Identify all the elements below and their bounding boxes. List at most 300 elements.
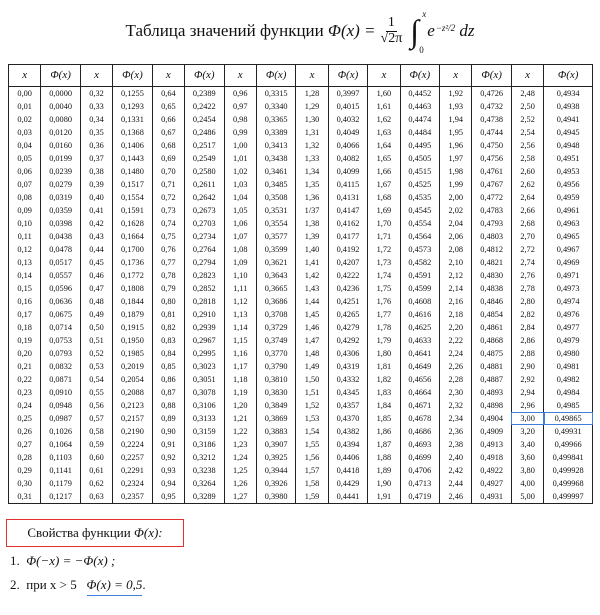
x-value-cell: 2,90 [511, 360, 543, 373]
x-value-cell: 0,89 [152, 412, 184, 425]
x-value-cell: 1,29 [296, 100, 328, 113]
x-value-cell: 1,56 [296, 451, 328, 464]
phi-value-cell: 0,4162 [328, 217, 367, 230]
table-header-row [9, 65, 593, 87]
x-value-cell: 2,84 [511, 321, 543, 334]
table-row [9, 412, 593, 425]
x-value-cell: 0,07 [9, 178, 41, 191]
fraction-denominator: √2π [380, 30, 403, 46]
phi-value-cell: 0,4756 [472, 152, 511, 165]
table-row [9, 451, 593, 464]
x-value-cell: 0,31 [9, 490, 41, 504]
phi-value-cell: 0,4887 [472, 373, 511, 386]
column-header-phi: Φ(x) [544, 65, 593, 87]
table-row [9, 217, 593, 230]
phi-value-cell: 0,3980 [256, 490, 295, 504]
x-value-cell: 1,54 [296, 425, 328, 438]
phi-value-cell: 0,1915 [113, 321, 152, 334]
x-value-cell: 1,22 [224, 425, 256, 438]
title-text: Таблица значений функции [125, 21, 324, 40]
x-value-cell: 1,59 [296, 490, 328, 504]
phi-value-cell: 0,2224 [113, 438, 152, 451]
phi-value-cell: 0,0199 [41, 152, 80, 165]
phi-value-cell: 0,4738 [472, 113, 511, 126]
x-value-cell: 2,00 [440, 191, 472, 204]
phi-value-cell: 0,0557 [41, 269, 80, 282]
x-value-cell: 1,49 [296, 360, 328, 373]
x-value-cell: 0,76 [152, 243, 184, 256]
x-value-cell: 0,71 [152, 178, 184, 191]
phi-value-cell: 0,4066 [328, 139, 367, 152]
x-value-cell: 0,69 [152, 152, 184, 165]
x-value-cell: 0,59 [80, 438, 112, 451]
phi-value-cell: 0,4904 [472, 412, 511, 425]
x-value-cell: 2,44 [440, 477, 472, 490]
x-value-cell: 0,62 [80, 477, 112, 490]
phi-value-cell: 0,1554 [113, 191, 152, 204]
phi-value-cell: 0,2517 [185, 139, 224, 152]
x-value-cell: 1,21 [224, 412, 256, 425]
phi-value-cell: 0,2852 [185, 282, 224, 295]
phi-value-cell: 0,2454 [185, 113, 224, 126]
x-value-cell: 0,05 [9, 152, 41, 165]
phi-value-cell: 0,4678 [400, 412, 439, 425]
x-value-cell: 2,70 [511, 230, 543, 243]
phi-value-cell: 0,1255 [113, 87, 152, 101]
x-value-cell: 1,13 [224, 308, 256, 321]
phi-value-cell: 0,2019 [113, 360, 152, 373]
phi-value-cell: 0,4706 [400, 464, 439, 477]
x-value-cell: 1,72 [368, 243, 400, 256]
phi-value-cell: 0,3365 [256, 113, 295, 126]
x-value-cell: 0,45 [80, 256, 112, 269]
x-value-cell: 0,15 [9, 282, 41, 295]
phi-value-cell: 0,1700 [113, 243, 152, 256]
phi-value-cell: 0,3238 [185, 464, 224, 477]
phi-value-cell: 0,4693 [400, 438, 439, 451]
phi-value-cell: 0,0793 [41, 347, 80, 360]
phi-value-cell: 0,4744 [472, 126, 511, 139]
x-value-cell: 1,70 [368, 217, 400, 230]
table-row [9, 295, 593, 308]
x-value-cell: 0,25 [9, 412, 41, 425]
x-value-cell: 0,92 [152, 451, 184, 464]
phi-value-cell: 0,4370 [328, 412, 367, 425]
x-value-cell: 1,14 [224, 321, 256, 334]
phi-value-cell: 0,499841 [544, 451, 593, 464]
phi-value-cell: 0,499997 [544, 490, 593, 504]
table-row [9, 126, 593, 139]
integral-differential: dz [459, 21, 475, 40]
x-value-cell: 1,31 [296, 126, 328, 139]
phi-value-cell: 0,2580 [185, 165, 224, 178]
x-value-cell: 1,16 [224, 347, 256, 360]
x-value-cell: 1,39 [296, 230, 328, 243]
integrand-exponent: −z²/2 [435, 23, 456, 33]
x-value-cell: 1,09 [224, 256, 256, 269]
phi-value-cell: 0,499968 [544, 477, 593, 490]
phi-value-cell: 0,3289 [185, 490, 224, 504]
phi-value-cell: 0,3554 [256, 217, 295, 230]
x-value-cell: 1,57 [296, 464, 328, 477]
phi-value-cell: 0,499928 [544, 464, 593, 477]
phi-value-cell: 0,4868 [472, 334, 511, 347]
phi-value-cell: 0,4967 [544, 243, 593, 256]
x-value-cell: 0,41 [80, 204, 112, 217]
x-value-cell: 1,35 [296, 178, 328, 191]
x-value-cell: 2,24 [440, 347, 472, 360]
x-value-cell: 0,50 [80, 321, 112, 334]
table-row [9, 425, 593, 438]
x-value-cell: 2,12 [440, 269, 472, 282]
x-value-cell: 1,03 [224, 178, 256, 191]
phi-value-cell: 0,3869 [256, 412, 295, 425]
x-value-cell: 1,07 [224, 230, 256, 243]
phi-value-cell: 0,3643 [256, 269, 295, 282]
phi-value-cell: 0,4463 [400, 100, 439, 113]
properties-heading-box [6, 519, 184, 547]
phi-value-cell: 0,4394 [328, 438, 367, 451]
phi-value-cell: 0,3508 [256, 191, 295, 204]
phi-value-cell: 0,4115 [328, 178, 367, 191]
x-value-cell: 0,67 [152, 126, 184, 139]
x-value-cell: 0,97 [224, 100, 256, 113]
phi-value-cell: 0,1026 [41, 425, 80, 438]
x-value-cell: 0,86 [152, 373, 184, 386]
x-value-cell: 0,60 [80, 451, 112, 464]
x-value-cell: 2,82 [511, 308, 543, 321]
x-value-cell: 0,40 [80, 191, 112, 204]
x-value-cell: 1,42 [296, 269, 328, 282]
x-value-cell: 0,99 [224, 126, 256, 139]
x-value-cell: 0,66 [152, 113, 184, 126]
x-value-cell: 1,46 [296, 321, 328, 334]
x-value-cell: 0,88 [152, 399, 184, 412]
x-value-cell: 2,48 [511, 87, 543, 101]
phi-value-cell: 0,4332 [328, 373, 367, 386]
x-value-cell: 0,98 [224, 113, 256, 126]
phi-value-cell: 0,4821 [472, 256, 511, 269]
x-value-cell: 1,71 [368, 230, 400, 243]
phi-value-cell: 0,1950 [113, 334, 152, 347]
x-value-cell: 0,64 [152, 87, 184, 101]
phi-value-cell: 0,1064 [41, 438, 80, 451]
phi-value-cell: 0,3159 [185, 425, 224, 438]
x-value-cell: 1,81 [368, 360, 400, 373]
phi-value-cell: 0,4984 [544, 386, 593, 399]
phi-value-cell: 0,4961 [544, 204, 593, 217]
x-value-cell: 1,05 [224, 204, 256, 217]
phi-value-cell: 0,4938 [544, 100, 593, 113]
table-row [9, 100, 593, 113]
phi-value-cell: 0,4913 [472, 438, 511, 451]
table-row [9, 113, 593, 126]
x-value-cell: 3,40 [511, 438, 543, 451]
properties-heading: Свойства функции [27, 525, 131, 540]
x-value-cell: 0,79 [152, 282, 184, 295]
table-row [9, 308, 593, 321]
property-1-number: 1. [10, 553, 20, 568]
phi-value-cell: 0,4015 [328, 100, 367, 113]
page-title [0, 6, 600, 56]
x-value-cell: 1,25 [224, 464, 256, 477]
x-value-cell: 1,19 [224, 386, 256, 399]
phi-value-cell: 0,4881 [472, 360, 511, 373]
x-value-cell: 1,61 [368, 100, 400, 113]
x-value-cell: 1,80 [368, 347, 400, 360]
phi-value-cell: 0,4793 [472, 217, 511, 230]
x-value-cell: 1,33 [296, 152, 328, 165]
phi-value-cell: 0,2054 [113, 373, 152, 386]
x-value-cell: 1,89 [368, 464, 400, 477]
x-value-cell: 0,65 [152, 100, 184, 113]
x-value-cell: 1,23 [224, 438, 256, 451]
column-header-x: x [9, 65, 41, 87]
phi-value-cell: 0,4699 [400, 451, 439, 464]
phi-value-cell: 0,4985 [544, 399, 593, 412]
phi-value-cell: 0,3389 [256, 126, 295, 139]
x-value-cell: 1,30 [296, 113, 328, 126]
phi-value-cell: 0,3830 [256, 386, 295, 399]
table-row [9, 386, 593, 399]
phi-value-cell: 0,3621 [256, 256, 295, 269]
phi-value-cell: 0,0160 [41, 139, 80, 152]
phi-value-cell: 0,2486 [185, 126, 224, 139]
x-value-cell: 0,54 [80, 373, 112, 386]
x-value-cell: 2,74 [511, 256, 543, 269]
x-value-cell: 0,51 [80, 334, 112, 347]
x-value-cell: 1,63 [368, 126, 400, 139]
x-value-cell: 1,34 [296, 165, 328, 178]
phi-value-cell: 0,3023 [185, 360, 224, 373]
phi-value-cell: 0,0040 [41, 100, 80, 113]
x-value-cell: 2,62 [511, 178, 543, 191]
phi-value-cell: 0,4535 [400, 191, 439, 204]
x-value-cell: 0,46 [80, 269, 112, 282]
phi-value-cell: 0,0636 [41, 295, 80, 308]
phi-value-cell: 0,4803 [472, 230, 511, 243]
x-value-cell: 0,75 [152, 230, 184, 243]
x-value-cell: 1,08 [224, 243, 256, 256]
table-row [9, 230, 593, 243]
phi-value-cell: 0,4854 [472, 308, 511, 321]
phi-value-cell: 0,4591 [400, 269, 439, 282]
x-value-cell: 1,75 [368, 282, 400, 295]
phi-value-cell: 0,4625 [400, 321, 439, 334]
phi-value-cell: 0,4452 [400, 87, 439, 101]
x-value-cell: 0,42 [80, 217, 112, 230]
x-value-cell: 1,47 [296, 334, 328, 347]
phi-value-cell: 0,4969 [544, 256, 593, 269]
x-value-cell: 1,82 [368, 373, 400, 386]
x-value-cell: 1,55 [296, 438, 328, 451]
phi-value-cell: 0,4082 [328, 152, 367, 165]
phi-value-cell: 0,2357 [113, 490, 152, 504]
x-value-cell: 0,56 [80, 399, 112, 412]
integral-upper-limit: x [422, 9, 427, 19]
x-value-cell: 1/37 [296, 204, 328, 217]
phi-value-cell: 0,0478 [41, 243, 80, 256]
phi-value-cell: 0,4976 [544, 308, 593, 321]
phi-value-cell: 0,2734 [185, 230, 224, 243]
phi-value-cell: 0,4982 [544, 373, 593, 386]
x-value-cell: 2,78 [511, 282, 543, 295]
phi-value-cell: 0,4830 [472, 269, 511, 282]
column-header-x: x [368, 65, 400, 87]
phi-value-cell: 0,2389 [185, 87, 224, 101]
x-value-cell: 0,36 [80, 139, 112, 152]
phi-value-cell: 0,4875 [472, 347, 511, 360]
phi-value-cell: 0,4973 [544, 282, 593, 295]
phi-value-cell: 0,4971 [544, 269, 593, 282]
phi-value-cell: 0,1591 [113, 204, 152, 217]
phi-value-cell: 0,3686 [256, 295, 295, 308]
phi-value-cell: 0,4382 [328, 425, 367, 438]
x-value-cell: 0,06 [9, 165, 41, 178]
x-value-cell: 1,45 [296, 308, 328, 321]
phi-value-cell: 0,49865 [544, 412, 593, 425]
x-value-cell: 0,26 [9, 425, 41, 438]
phi-value-cell: 0,2910 [185, 308, 224, 321]
phi-value-cell: 0,4977 [544, 321, 593, 334]
x-value-cell: 1,06 [224, 217, 256, 230]
phi-value-cell: 0,49931 [544, 425, 593, 438]
phi-value-cell: 0,4032 [328, 113, 367, 126]
x-value-cell: 2,28 [440, 373, 472, 386]
x-value-cell: 1,32 [296, 139, 328, 152]
x-value-cell: 1,92 [440, 87, 472, 101]
x-value-cell: 0,01 [9, 100, 41, 113]
x-value-cell: 2,10 [440, 256, 472, 269]
phi-value-cell: 0,4515 [400, 165, 439, 178]
x-value-cell: 1,18 [224, 373, 256, 386]
property-1-text: Φ(−x) = −Φ(x) ; [26, 553, 116, 568]
phi-value-cell: 0,3770 [256, 347, 295, 360]
table-row [9, 178, 593, 191]
column-header-x: x [152, 65, 184, 87]
phi-value-cell: 0,1368 [113, 126, 152, 139]
x-value-cell: 1,87 [368, 438, 400, 451]
column-header-phi: Φ(x) [328, 65, 367, 87]
x-value-cell: 1,73 [368, 256, 400, 269]
x-value-cell: 1,02 [224, 165, 256, 178]
x-value-cell: 2,26 [440, 360, 472, 373]
x-value-cell: 0,00 [9, 87, 41, 101]
x-value-cell: 1,11 [224, 282, 256, 295]
phi-values-table [8, 64, 593, 504]
x-value-cell: 2,76 [511, 269, 543, 282]
x-value-cell: 0,08 [9, 191, 41, 204]
phi-value-cell: 0,3051 [185, 373, 224, 386]
x-value-cell: 0,49 [80, 308, 112, 321]
title-function: Φ(x) = [328, 21, 376, 40]
x-value-cell: 0,95 [152, 490, 184, 504]
phi-value-cell: 0,4649 [400, 360, 439, 373]
x-value-cell: 0,93 [152, 464, 184, 477]
phi-value-cell: 0,4306 [328, 347, 367, 360]
phi-value-cell: 0,4713 [400, 477, 439, 490]
phi-value-cell: 0,4726 [472, 87, 511, 101]
property-1 [10, 553, 115, 569]
x-value-cell: 2,18 [440, 308, 472, 321]
x-value-cell: 0,85 [152, 360, 184, 373]
x-value-cell: 0,17 [9, 308, 41, 321]
x-value-cell: 2,68 [511, 217, 543, 230]
phi-value-cell: 0,4909 [472, 425, 511, 438]
x-value-cell: 0,48 [80, 295, 112, 308]
x-value-cell: 0,12 [9, 243, 41, 256]
x-value-cell: 0,61 [80, 464, 112, 477]
property-2-period: . [142, 577, 146, 592]
x-value-cell: 0,58 [80, 425, 112, 438]
properties-heading-func: Φ(x): [133, 525, 163, 540]
table-row [9, 360, 593, 373]
table-row [9, 256, 593, 269]
phi-value-cell: 0,3883 [256, 425, 295, 438]
table-row [9, 334, 593, 347]
phi-value-cell: 0,4761 [472, 165, 511, 178]
phi-value-cell: 0,4554 [400, 217, 439, 230]
x-value-cell: 0,28 [9, 451, 41, 464]
phi-value-cell: 0,3133 [185, 412, 224, 425]
x-value-cell: 3,20 [511, 425, 543, 438]
phi-value-cell: 0,3461 [256, 165, 295, 178]
integrand-base: e [427, 21, 435, 40]
x-value-cell: 0,91 [152, 438, 184, 451]
x-value-cell: 1,74 [368, 269, 400, 282]
x-value-cell: 0,52 [80, 347, 112, 360]
x-value-cell: 1,24 [224, 451, 256, 464]
x-value-cell: 1,04 [224, 191, 256, 204]
phi-value-cell: 0,1844 [113, 295, 152, 308]
x-value-cell: 0,37 [80, 152, 112, 165]
x-value-cell: 0,47 [80, 282, 112, 295]
table-row [9, 269, 593, 282]
phi-value-cell: 0,2190 [113, 425, 152, 438]
phi-value-cell: 0,0080 [41, 113, 80, 126]
column-header-x: x [80, 65, 112, 87]
phi-value-cell: 0,4812 [472, 243, 511, 256]
phi-value-cell: 0,2611 [185, 178, 224, 191]
phi-value-cell: 0,2673 [185, 204, 224, 217]
x-value-cell: 1,15 [224, 334, 256, 347]
phi-value-cell: 0,4671 [400, 399, 439, 412]
phi-value-cell: 0,4251 [328, 295, 367, 308]
phi-value-cell: 0,4656 [400, 373, 439, 386]
phi-value-cell: 0,3849 [256, 399, 295, 412]
phi-value-cell: 0,4564 [400, 230, 439, 243]
phi-value-cell: 0,3186 [185, 438, 224, 451]
x-value-cell: 2,30 [440, 386, 472, 399]
phi-value-cell: 0,4484 [400, 126, 439, 139]
phi-value-cell: 0,4893 [472, 386, 511, 399]
x-value-cell: 1,85 [368, 412, 400, 425]
fraction-numerator: 1 [387, 14, 395, 30]
integral-sign: ∫ x 0 [410, 9, 427, 55]
x-value-cell: 0,34 [80, 113, 112, 126]
phi-value-cell: 0,2291 [113, 464, 152, 477]
phi-value-cell: 0,4319 [328, 360, 367, 373]
phi-value-cell: 0,4934 [544, 87, 593, 101]
x-value-cell: 2,94 [511, 386, 543, 399]
x-value-cell: 1,50 [296, 373, 328, 386]
x-value-cell: 0,16 [9, 295, 41, 308]
phi-value-cell: 0,3729 [256, 321, 295, 334]
x-value-cell: 0,80 [152, 295, 184, 308]
x-value-cell: 1,94 [440, 113, 472, 126]
phi-value-cell: 0,3315 [256, 87, 295, 101]
x-value-cell: 0,83 [152, 334, 184, 347]
